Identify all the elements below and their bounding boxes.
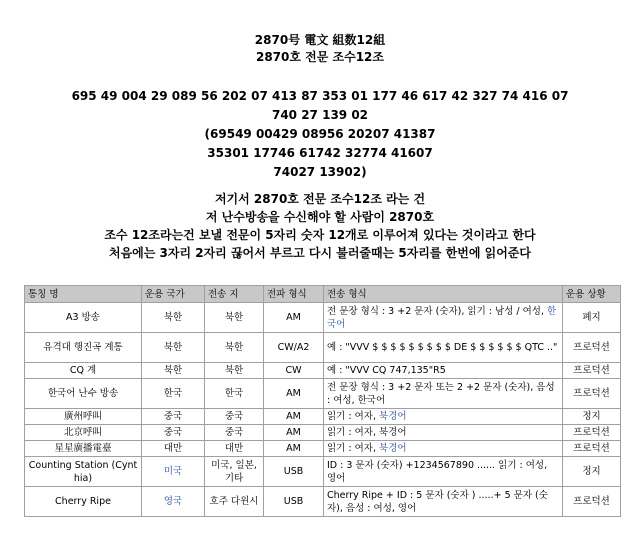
cell-status: 프로덕션 [563,363,621,379]
cell-country: 한국 [142,379,205,409]
format-text: 전 문장 형식 : 3 +2 문자 (숫자), 읽기 : 남성 / 여성, [327,305,548,317]
cell-site: 북한 [205,363,264,379]
table-row [25,303,621,333]
cell-country: 북한 [142,363,205,379]
column-header-name: 통칭 명 [25,286,142,303]
table-row [25,409,621,425]
cell-mode: AM [264,409,324,425]
format-text: 예 : "VVV $ $ $ $ $ $ $ $ $ DE $ $ $ $ $ $ QTC .." [327,342,558,353]
column-header-status: 운용 상황 [563,286,621,303]
column-header-site: 전송 지 [205,286,264,303]
cell-country: 미국 [142,457,205,487]
language-link[interactable]: 한국어 [327,305,557,330]
format-text: 읽기 : 여자, 북경어 [327,427,407,438]
format-text: 읽기 : 여자, [327,411,379,422]
number-message-block [0,87,640,182]
cell-site: 북한 [205,303,264,333]
cell-format [324,303,563,333]
cell-name: CQ 계 [25,363,142,379]
cell-country: 북한 [142,333,205,363]
cell-country: 중국 [142,409,205,425]
message-line: (69549 00429 08956 20207 41387 [204,127,436,141]
cell-format [324,425,563,441]
cell-mode: CW [264,363,324,379]
message-line: 35301 17746 61742 32774 41607 [207,146,433,160]
cell-status: 정지 [563,409,621,425]
explanation-block [0,190,640,262]
cell-format [324,457,563,487]
cell-name: Counting Station (Cynthia) [25,457,142,487]
cell-status: 프로덕션 [563,379,621,409]
cell-status: 프로덕션 [563,487,621,517]
cell-site: 호주 다윈시 [205,487,264,517]
table-header-row [25,286,621,303]
format-text: 예 : "VVV CQ 747,135"R5 [327,365,446,376]
cell-mode: CW/A2 [264,333,324,363]
message-line: 695 49 004 29 089 56 202 07 413 87 353 01 177 46 617 42 327 74 416 07 [71,89,569,103]
intro-line-korean: 2870호 전문 조수12조 [255,50,384,64]
explanation-line: 처음에는 3자리 2자리 끊어서 부르고 다시 불러줄때는 5자리를 한번에 읽어준다 [108,246,531,260]
cell-name: 한국어 난수 방송 [25,379,142,409]
cell-name: 유격대 행진곡 계통 [25,333,142,363]
language-link[interactable]: 북경어 [379,443,407,454]
cell-format [324,379,563,409]
cell-format [324,409,563,425]
intro-block [0,32,640,66]
cell-status: 정지 [563,457,621,487]
table-row [25,441,621,457]
cell-site: 북한 [205,333,264,363]
cell-status: 폐지 [563,303,621,333]
cell-format [324,333,563,363]
format-text: Cherry Ripe + ID : 5 문자 (숫자 ) .....+ 5 문자 (숫자), 음성 : 여성, 영어 [327,489,548,514]
format-text: ID : 3 문자 (숫자) +1234567890 ...... 읽기 : 여성, 영어 [327,459,548,484]
cell-site: 중국 [205,425,264,441]
format-text: 전 문장 형식 : 3 +2 문자 또는 2 +2 문자 (숫자), 음성 : 여성, 한국어 [327,381,555,406]
cell-name: 北京呼叫 [25,425,142,441]
cell-site: 중국 [205,409,264,425]
cell-site: 대만 [205,441,264,457]
cell-country: 중국 [142,425,205,441]
cell-country: 북한 [142,303,205,333]
cell-mode: AM [264,303,324,333]
table-row [25,379,621,409]
language-link[interactable]: 북경어 [379,411,407,422]
intro-line-japanese: 2870号 電文 組数12組 [254,33,386,47]
explanation-line: 저기서 2870호 전문 조수12조 라는 건 [214,192,426,206]
column-header-country: 운용 국가 [142,286,205,303]
cell-status: 프로덕션 [563,425,621,441]
table-row [25,425,621,441]
explanation-line: 저 난수방송을 수신해야 할 사람이 2870호 [205,210,435,224]
cell-site: 미국, 일본, 기타 [205,457,264,487]
cell-name: 廣州呼叫 [25,409,142,425]
table-row [25,363,621,379]
cell-name: 星星廣播電臺 [25,441,142,457]
cell-name: A3 방송 [25,303,142,333]
cell-country: 대만 [142,441,205,457]
cell-format [324,363,563,379]
cell-format [324,441,563,457]
cell-status: 프로덕션 [563,333,621,363]
table-row [25,333,621,363]
cell-mode: USB [264,487,324,517]
cell-mode: AM [264,441,324,457]
numbers-station-table [24,285,621,517]
column-header-mode: 전파 형식 [264,286,324,303]
message-line: 74027 13902) [273,165,367,179]
cell-mode: AM [264,425,324,441]
format-text: 읽기 : 여자, [327,443,379,454]
table-row [25,487,621,517]
cell-status: 프로덕션 [563,441,621,457]
cell-mode: AM [264,379,324,409]
cell-mode: USB [264,457,324,487]
explanation-line: 조수 12조라는건 보낼 전문이 5자리 숫자 12개로 이루어져 있다는 것이라고 한다 [104,228,536,242]
cell-format [324,487,563,517]
cell-site: 한국 [205,379,264,409]
cell-country: 영국 [142,487,205,517]
table-row [25,457,621,487]
message-line: 740 27 139 02 [271,108,369,122]
column-header-format: 전송 형식 [324,286,563,303]
cell-name: Cherry Ripe [25,487,142,517]
